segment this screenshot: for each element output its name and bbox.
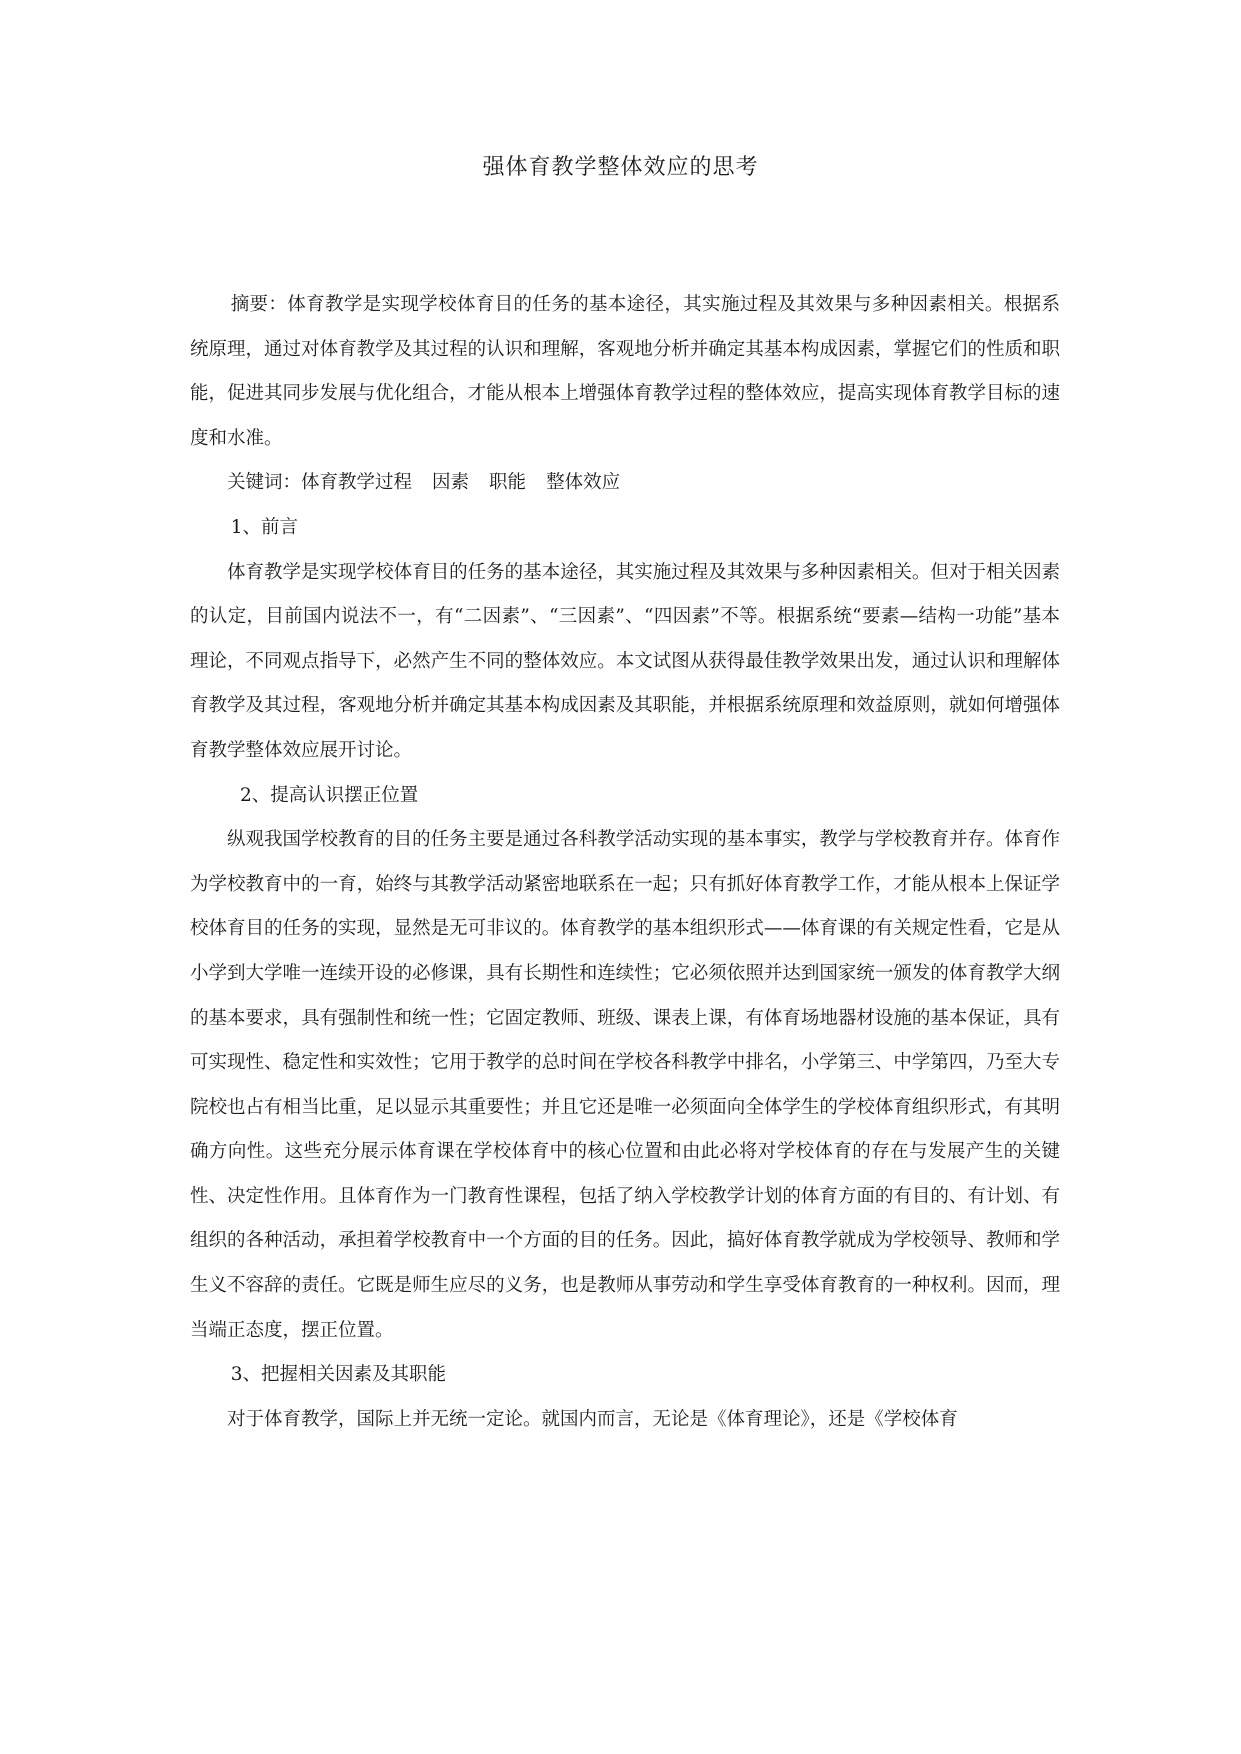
section-heading-2: 2、提高认识摆正位置: [239, 784, 419, 806]
keyword-item: 整体效应: [546, 472, 621, 494]
section-3-paragraph: 对于体育教学，国际上并无统一定论。就国内而言，无论是《体育理论》，还是《学校体育: [227, 1408, 958, 1430]
document-body: [190, 283, 1060, 1442]
section-heading-1: 1、前言: [230, 516, 298, 538]
keywords-line: [190, 461, 1060, 506]
section-2-paragraph: 纵观我国学校教育的目的任务主要是通过各科教学活动实现的基本事实，教学与学校教育并存。体育作为学校教育中的一育，始终与其教学活动紧密地联系在一起；只有抓好体育教学工作，才能从根本上保证学校体育目的任务的实现，显然是无可非议的。体育教学的基本组织形式——体育课的有关规定性看，它是从小学到大学唯一连续开设的必修课，具有长期性和连续性；它必须依照并达到国家统一颁发的体育教学大纲的基本要求，具有强制性和统一性；它固定教师、班级、课表上课，有体育场地器材设施的基本保证，具有可实现性、稳定性和实效性；它用于教学的总时间在学校各科教学中排名，小学第三、中学第四，乃至大专院校也占有相当比重，足以显示其重要性；并且它还是唯一必须面向全体学生的学校体育组织形式，有其明确方向性。这些充分展示体育课在学校体育中的核心位置和由此必将对学校体育的存在与发展产生的关键性、决定性作用。且体育作为一门教育性课程，包括了纳入学校教学计划的体育方面的有目的、有计划、有组织的各种活动，承担着学校教育中一个方面的目的任务。因此，搞好体育教学就成为学校领导、教师和学生义不容辞的责任。它既是师生应尽的义务，也是教师从事劳动和学生享受体育教育的一种权利。因而，理当端正态度，摆正位置。: [190, 829, 1060, 1341]
section-1-paragraph: 体育教学是实现学校体育目的任务的基本途径，其实施过程及其效果与多种因素相关。但对于相关因素的认定，目前国内说法不一，有“二因素”、“三因素”、“四因素”不等。根据系统“要素—结构一功能”基本理论，不同观点指导下，必然产生不同的整体效应。本文试图从获得最佳教学效果出发，通过认识和理解体育教学及其过程，客观地分析并确定其基本构成因素及其职能，并根据系统原理和效益原则，就如何增强体育教学整体效应展开讨论。: [190, 561, 1060, 761]
keywords-label: 关键词：: [227, 472, 302, 494]
keyword-item: 体育教学过程: [301, 472, 413, 494]
abstract-paragraph: 摘要：体育教学是实现学校体育目的任务的基本途径，其实施过程及其效果与多种因素相关。根据系统原理，通过对体育教学及其过程的认识和理解，客观地分析并确定其基本构成因素，掌握它们的性质和职能，促进其同步发展与优化组合，才能从根本上增强体育教学过程的整体效应，提高实现体育教学目标的速度和水准。: [190, 294, 1060, 449]
document-title: 强体育教学整体效应的思考: [482, 155, 759, 180]
keyword-item: 职能: [489, 472, 527, 494]
section-heading-3: 3、把握相关因素及其职能: [230, 1364, 446, 1386]
keyword-item: 因素: [432, 472, 470, 494]
